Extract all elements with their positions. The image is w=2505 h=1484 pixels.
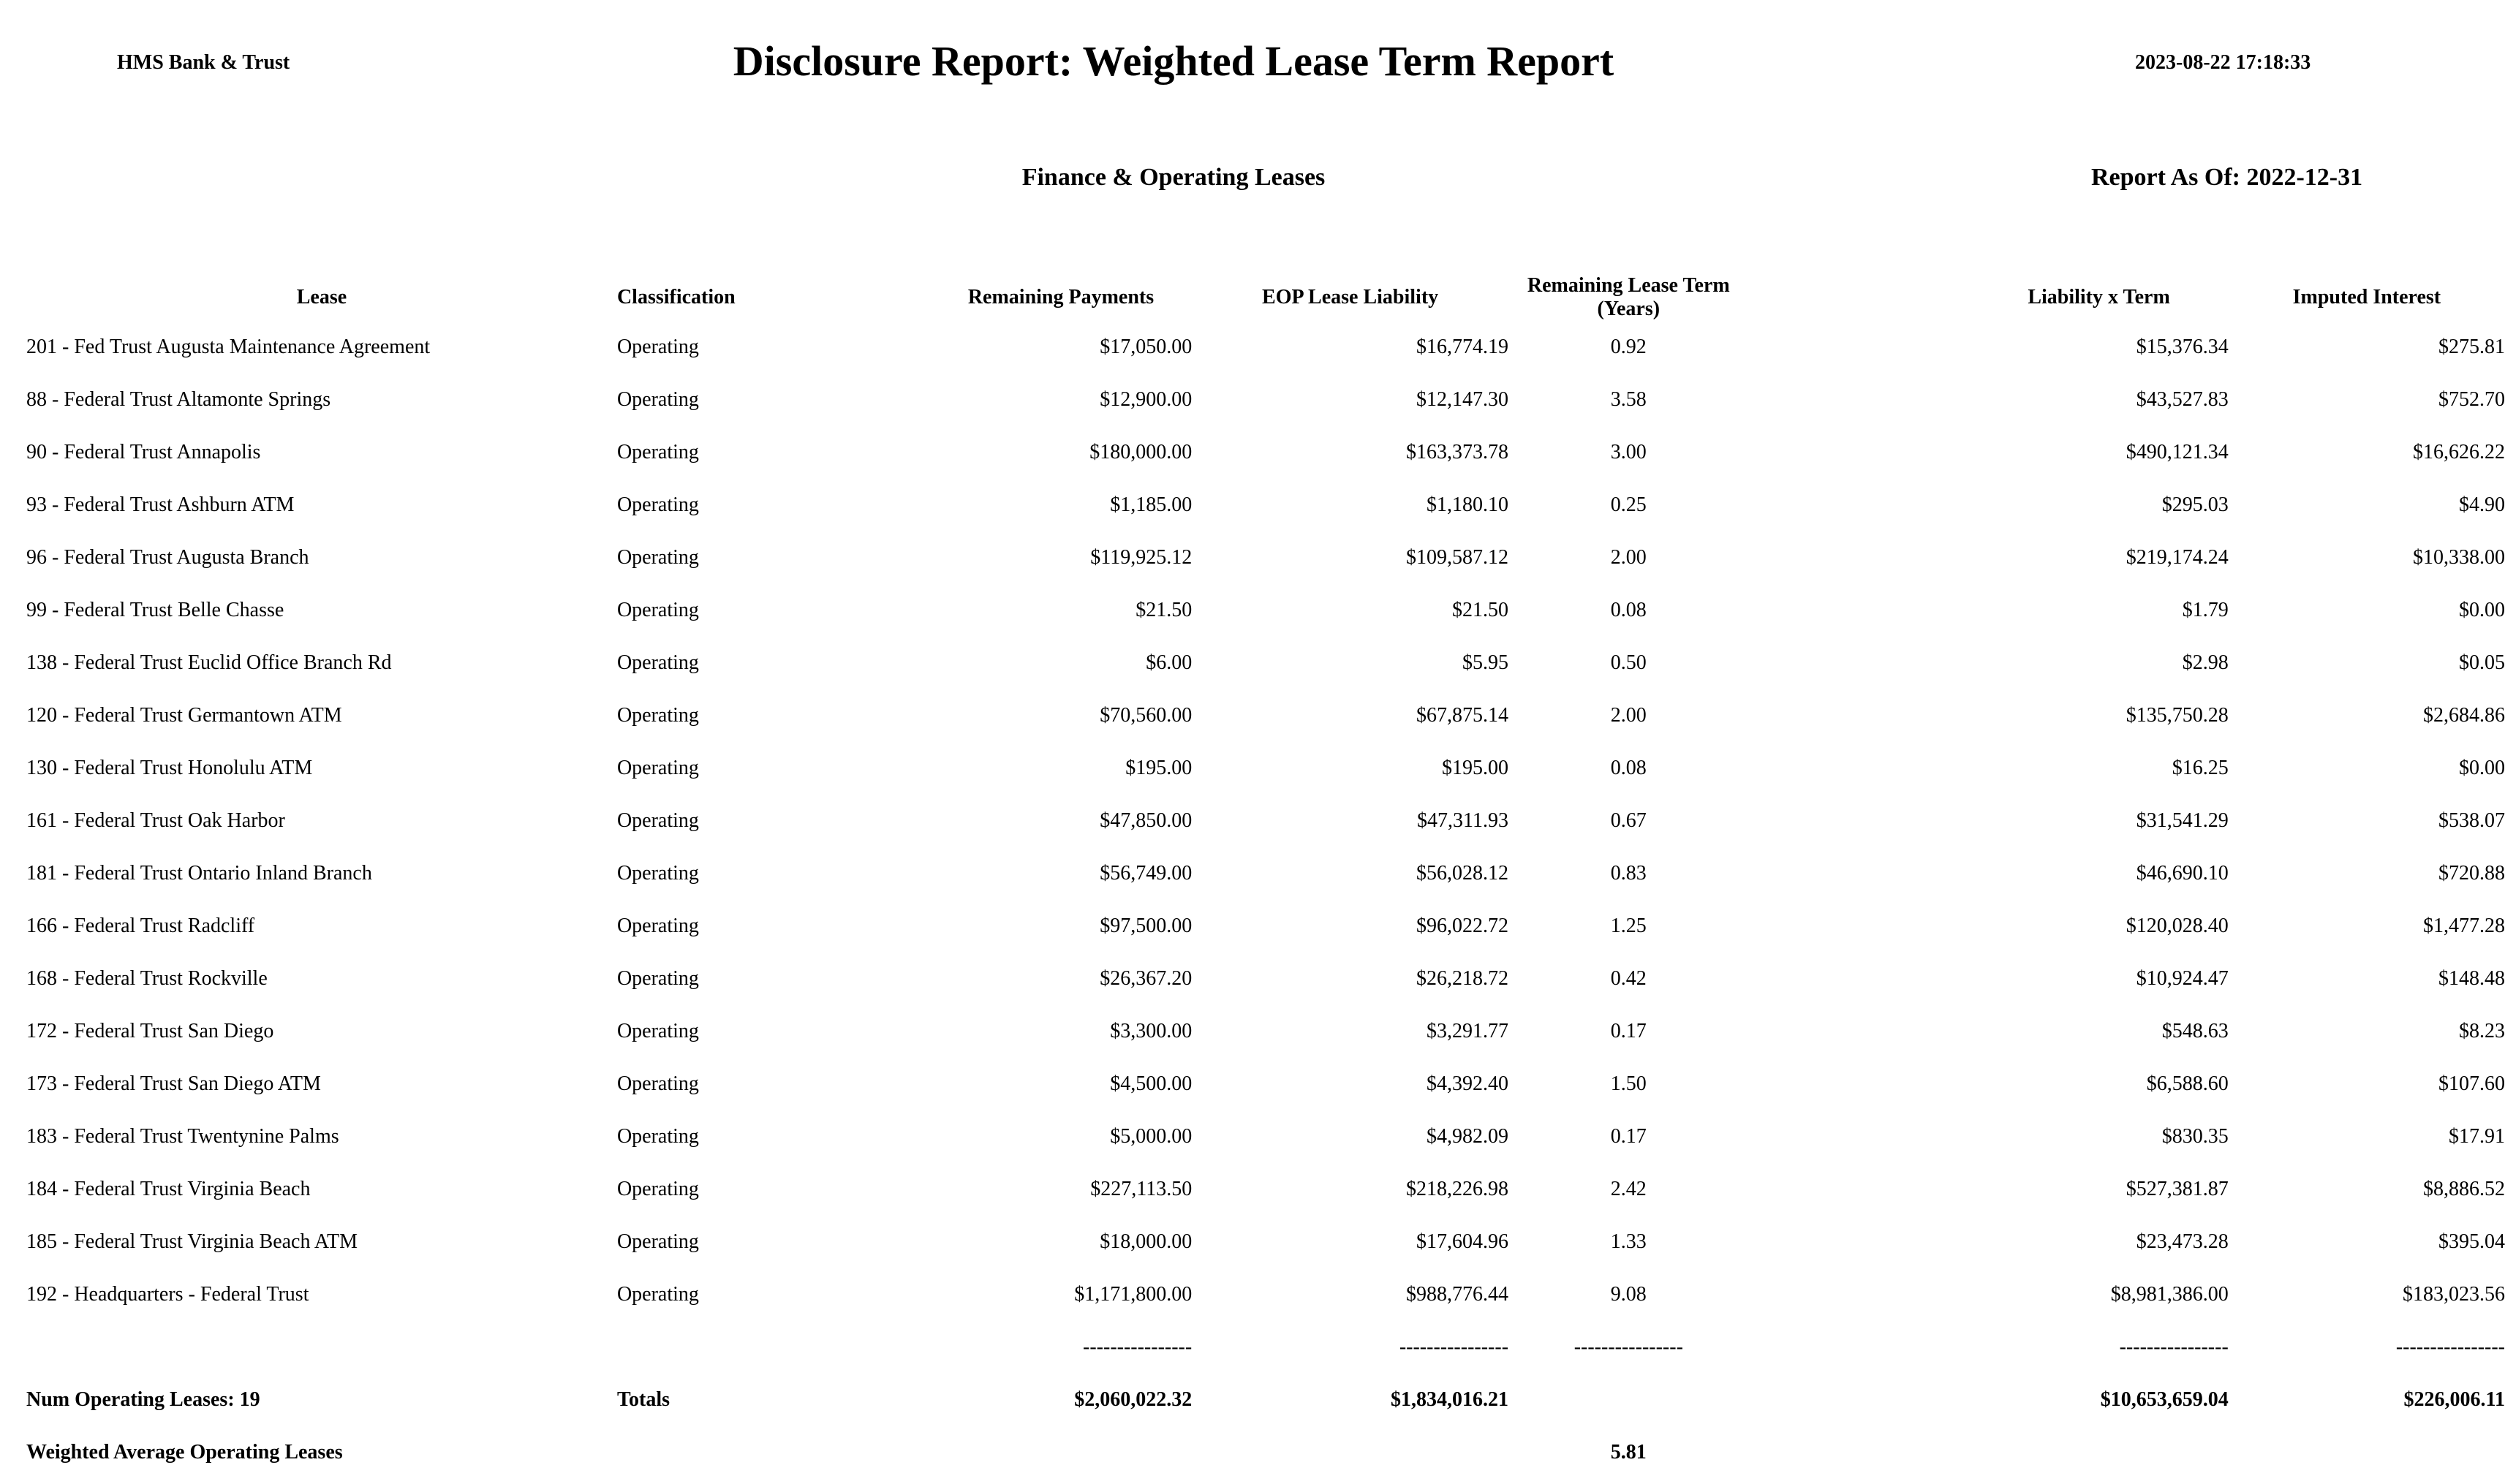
cell-classification: Operating (616, 441, 699, 463)
cell-liability-x-term: $23,473.28 (2136, 1230, 2229, 1253)
cell-liability-x-term: $135,750.28 (2126, 704, 2229, 727)
totals-label: Totals (616, 1388, 670, 1411)
total-term-blank (1508, 1374, 1749, 1426)
cell-imputed-interest: $752.70 (2438, 388, 2505, 411)
cell-imputed-interest: $4.90 (2459, 493, 2505, 516)
cell-liability-x-term: $548.63 (2161, 1020, 2229, 1042)
cell-lease: 161 - Federal Trust Oak Harbor (26, 809, 285, 832)
cell-liability-x-term: $830.35 (2161, 1125, 2229, 1148)
cell-remaining-term: 0.67 (1610, 809, 1647, 832)
cell-classification: Operating (616, 757, 699, 779)
table-row (26, 1268, 2505, 1321)
cell-lease: 181 - Federal Trust Ontario Inland Branch (26, 862, 372, 885)
separator-liability-x-term: ---------------- (2119, 1336, 2229, 1358)
cell-eop-liability: $195.00 (1442, 757, 1509, 779)
cell-remaining-payments: $4,500.00 (1110, 1072, 1193, 1095)
cell-remaining-term: 0.50 (1610, 651, 1647, 674)
cell-imputed-interest: $2,684.86 (2423, 704, 2505, 727)
cell-eop-liability: $12,147.30 (1416, 388, 1509, 411)
report-subtitle: Finance & Operating Leases (1021, 164, 1326, 191)
cell-lease: 120 - Federal Trust Germantown ATM (26, 704, 342, 727)
cell-remaining-term: 1.50 (1610, 1072, 1647, 1095)
cell-eop-liability: $21.50 (1452, 599, 1509, 621)
cell-classification: Operating (616, 651, 699, 674)
total-eop-liability: $1,834,016.21 (1391, 1388, 1509, 1411)
cell-liability-x-term: $120,028.40 (2126, 915, 2229, 937)
separator-blank (26, 1321, 617, 1374)
cell-lease: 168 - Federal Trust Rockville (26, 967, 268, 990)
cell-liability-x-term: $295.03 (2161, 493, 2229, 516)
cell-lease: 166 - Federal Trust Radcliff (26, 915, 255, 937)
bank-name: HMS Bank & Trust (117, 51, 290, 74)
column-header-liability-x-term: Liability x Term (2028, 286, 2170, 308)
cell-imputed-interest: $8.23 (2459, 1020, 2505, 1042)
cell-lease: 99 - Federal Trust Belle Chasse (26, 599, 284, 621)
table-row (26, 689, 2505, 742)
report-title: Disclosure Report: Weighted Lease Term Report (733, 37, 1614, 85)
cell-lease: 93 - Federal Trust Ashburn ATM (26, 493, 295, 516)
report-as-of: Report As Of: 2022-12-31 (2091, 164, 2363, 191)
cell-remaining-payments: $1,185.00 (1110, 493, 1193, 516)
cell-liability-x-term: $16.25 (2172, 757, 2229, 779)
cell-eop-liability: $1,180.10 (1427, 493, 1509, 516)
separator-imputed-interest: ---------------- (2395, 1336, 2505, 1358)
table-row (26, 584, 2505, 637)
table-row (26, 847, 2505, 900)
table-row (26, 795, 2505, 847)
cell-liability-x-term: $1.79 (2182, 599, 2229, 621)
cell-eop-liability: $17,604.96 (1416, 1230, 1509, 1253)
cell-classification: Operating (616, 546, 699, 569)
cell-liability-x-term: $219,174.24 (2126, 546, 2229, 569)
cell-eop-liability: $26,218.72 (1416, 967, 1509, 990)
separator-remaining-payments: ---------------- (1083, 1336, 1193, 1358)
cell-remaining-term: 0.17 (1610, 1020, 1647, 1042)
cell-imputed-interest: $8,886.52 (2423, 1178, 2505, 1200)
cell-liability-x-term: $43,527.83 (2136, 388, 2229, 411)
cell-eop-liability: $47,311.93 (1417, 809, 1509, 832)
table-row (26, 637, 2505, 689)
cell-classification: Operating (616, 599, 699, 621)
separator-term: ---------------- (1573, 1336, 1683, 1358)
cell-lease: 96 - Federal Trust Augusta Branch (26, 546, 309, 569)
cell-classification: Operating (616, 1020, 699, 1042)
cell-remaining-term: 0.08 (1610, 599, 1647, 621)
cell-imputed-interest: $0.00 (2459, 757, 2505, 779)
cell-liability-x-term: $490,121.34 (2126, 441, 2229, 463)
total-imputed-interest: $226,006.11 (2403, 1388, 2505, 1411)
cell-liability-x-term: $2.98 (2182, 651, 2229, 674)
cell-lease: 138 - Federal Trust Euclid Office Branch Rd (26, 651, 392, 674)
table-row (26, 1005, 2505, 1058)
cell-lease: 201 - Fed Trust Augusta Maintenance Agreement (26, 336, 431, 358)
cell-eop-liability: $56,028.12 (1416, 862, 1509, 885)
cell-eop-liability: $988,776.44 (1406, 1283, 1509, 1306)
cell-remaining-payments: $5,000.00 (1110, 1125, 1193, 1148)
column-header-imputed-interest: Imputed Interest (2292, 286, 2441, 308)
cell-lease: 88 - Federal Trust Altamonte Springs (26, 388, 331, 411)
cell-lease: 173 - Federal Trust San Diego ATM (26, 1072, 321, 1095)
cell-remaining-payments: $3,300.00 (1110, 1020, 1193, 1042)
cell-remaining-payments: $180,000.00 (1089, 441, 1193, 463)
cell-remaining-payments: $70,560.00 (1100, 704, 1193, 727)
cell-remaining-payments: $12,900.00 (1100, 388, 1193, 411)
report-timestamp: 2023-08-22 17:18:33 (2135, 51, 2311, 74)
cell-remaining-payments: $47,850.00 (1100, 809, 1193, 832)
cell-lease: 130 - Federal Trust Honolulu ATM (26, 757, 313, 779)
total-remaining-payments: $2,060,022.32 (1074, 1388, 1193, 1411)
table-row (26, 1058, 2505, 1110)
cell-classification: Operating (616, 915, 699, 937)
cell-remaining-payments: $1,171,800.00 (1074, 1283, 1193, 1306)
cell-classification: Operating (616, 704, 699, 727)
table-row (26, 374, 2505, 426)
cell-liability-x-term: $8,981,386.00 (2110, 1283, 2229, 1306)
cell-remaining-payments: $227,113.50 (1090, 1178, 1193, 1200)
cell-imputed-interest: $538.07 (2438, 809, 2505, 832)
cell-imputed-interest: $16,626.22 (2413, 441, 2505, 463)
weighted-average-blank (1192, 1426, 1508, 1479)
cell-imputed-interest: $107.60 (2438, 1072, 2505, 1095)
table-header-row (26, 274, 2505, 321)
cell-lease: 192 - Headquarters - Federal Trust (26, 1283, 309, 1306)
cell-classification: Operating (616, 388, 699, 411)
cell-liability-x-term: $527,381.87 (2126, 1178, 2229, 1200)
table-row (26, 531, 2505, 584)
cell-imputed-interest: $148.48 (2438, 967, 2505, 990)
cell-imputed-interest: $17.91 (2449, 1125, 2505, 1148)
weighted-average-row (26, 1426, 2505, 1479)
num-operating-leases: Num Operating Leases: 19 (26, 1388, 260, 1411)
separator-row (26, 1321, 2505, 1374)
table-row (26, 1216, 2505, 1268)
cell-lease: 184 - Federal Trust Virginia Beach (26, 1178, 311, 1200)
table-row (26, 1110, 2505, 1163)
cell-remaining-payments: $6.00 (1146, 651, 1193, 674)
table-row (26, 900, 2505, 953)
weighted-average-blank (1749, 1426, 2229, 1479)
cell-remaining-payments: $97,500.00 (1100, 915, 1193, 937)
cell-remaining-term: 0.83 (1610, 862, 1647, 885)
cell-eop-liability: $109,587.12 (1406, 546, 1509, 569)
cell-liability-x-term: $31,541.29 (2136, 809, 2229, 832)
weighted-average-blank (617, 1426, 930, 1479)
column-header-classification: Classification (616, 286, 736, 308)
table-row (26, 426, 2505, 479)
cell-remaining-term: 3.58 (1610, 388, 1647, 411)
cell-imputed-interest: $720.88 (2438, 862, 2505, 885)
cell-classification: Operating (616, 862, 699, 885)
cell-remaining-term: 0.08 (1610, 757, 1647, 779)
cell-classification: Operating (616, 493, 699, 516)
cell-remaining-payments: $18,000.00 (1100, 1230, 1193, 1253)
cell-imputed-interest: $395.04 (2438, 1230, 2505, 1253)
cell-imputed-interest: $0.00 (2459, 599, 2505, 621)
separator-blank (617, 1321, 930, 1374)
separator-eop-liability: ---------------- (1399, 1336, 1509, 1358)
cell-remaining-term: 2.42 (1610, 1178, 1647, 1200)
cell-eop-liability: $163,373.78 (1406, 441, 1509, 463)
cell-classification: Operating (616, 1230, 699, 1253)
cell-remaining-payments: $17,050.00 (1100, 336, 1193, 358)
cell-remaining-term: 3.00 (1610, 441, 1647, 463)
cell-imputed-interest: $275.81 (2438, 336, 2505, 358)
cell-remaining-payments: $56,749.00 (1100, 862, 1193, 885)
cell-classification: Operating (616, 967, 699, 990)
cell-remaining-term: 0.92 (1610, 336, 1647, 358)
weighted-average-term: 5.81 (1610, 1441, 1647, 1464)
cell-liability-x-term: $15,376.34 (2136, 336, 2229, 358)
table-row (26, 479, 2505, 531)
cell-remaining-term: 0.42 (1610, 967, 1647, 990)
cell-liability-x-term: $46,690.10 (2136, 862, 2229, 885)
cell-remaining-term: 1.33 (1610, 1230, 1647, 1253)
cell-liability-x-term: $6,588.60 (2146, 1072, 2229, 1095)
cell-lease: 172 - Federal Trust San Diego (26, 1020, 274, 1042)
cell-remaining-payments: $21.50 (1136, 599, 1193, 621)
cell-eop-liability: $96,022.72 (1416, 915, 1509, 937)
lease-table (26, 274, 2505, 1479)
cell-liability-x-term: $10,924.47 (2136, 967, 2229, 990)
cell-eop-liability: $4,982.09 (1427, 1125, 1509, 1148)
cell-eop-liability: $4,392.40 (1427, 1072, 1509, 1095)
cell-classification: Operating (616, 1072, 699, 1095)
cell-remaining-payments: $119,925.12 (1090, 546, 1193, 569)
column-header-eop-lease-liability: EOP Lease Liability (1262, 286, 1439, 308)
cell-imputed-interest: $183,023.56 (2403, 1283, 2505, 1306)
cell-remaining-payments: $26,367.20 (1100, 967, 1193, 990)
total-liability-x-term: $10,653,659.04 (2100, 1388, 2229, 1411)
table-row (26, 953, 2505, 1005)
table-row (26, 1163, 2505, 1216)
cell-eop-liability: $16,774.19 (1416, 336, 1509, 358)
column-header-remaining-payments: Remaining Payments (967, 286, 1155, 308)
cell-lease: 185 - Federal Trust Virginia Beach ATM (26, 1230, 358, 1253)
table-row (26, 742, 2505, 795)
cell-classification: Operating (616, 1125, 699, 1148)
cell-remaining-term: 9.08 (1610, 1283, 1647, 1306)
cell-classification: Operating (616, 1283, 699, 1306)
cell-classification: Operating (616, 809, 699, 832)
cell-imputed-interest: $0.05 (2459, 651, 2505, 674)
table-row (26, 321, 2505, 374)
cell-remaining-term: 0.17 (1610, 1125, 1647, 1148)
cell-lease: 183 - Federal Trust Twentynine Palms (26, 1125, 339, 1148)
column-header-lease: Lease (296, 286, 347, 308)
cell-remaining-payments: $195.00 (1125, 757, 1193, 779)
weighted-average-blank (2229, 1426, 2505, 1479)
weighted-average-blank (930, 1426, 1192, 1479)
cell-remaining-term: 2.00 (1610, 546, 1647, 569)
cell-classification: Operating (616, 336, 699, 358)
cell-imputed-interest: $10,338.00 (2413, 546, 2505, 569)
cell-imputed-interest: $1,477.28 (2423, 915, 2505, 937)
cell-classification: Operating (616, 1178, 699, 1200)
cell-remaining-term: 1.25 (1610, 915, 1647, 937)
totals-row (26, 1374, 2505, 1426)
column-header-remaining-lease-term: Remaining Lease Term (Years) (1527, 274, 1730, 320)
cell-remaining-term: 0.25 (1610, 493, 1647, 516)
cell-eop-liability: $5.95 (1462, 651, 1509, 674)
cell-lease: 90 - Federal Trust Annapolis (26, 441, 261, 463)
cell-remaining-term: 2.00 (1610, 704, 1647, 727)
cell-eop-liability: $218,226.98 (1406, 1178, 1509, 1200)
cell-eop-liability: $67,875.14 (1416, 704, 1509, 727)
cell-eop-liability: $3,291.77 (1427, 1020, 1509, 1042)
weighted-average-label: Weighted Average Operating Leases (26, 1441, 343, 1464)
